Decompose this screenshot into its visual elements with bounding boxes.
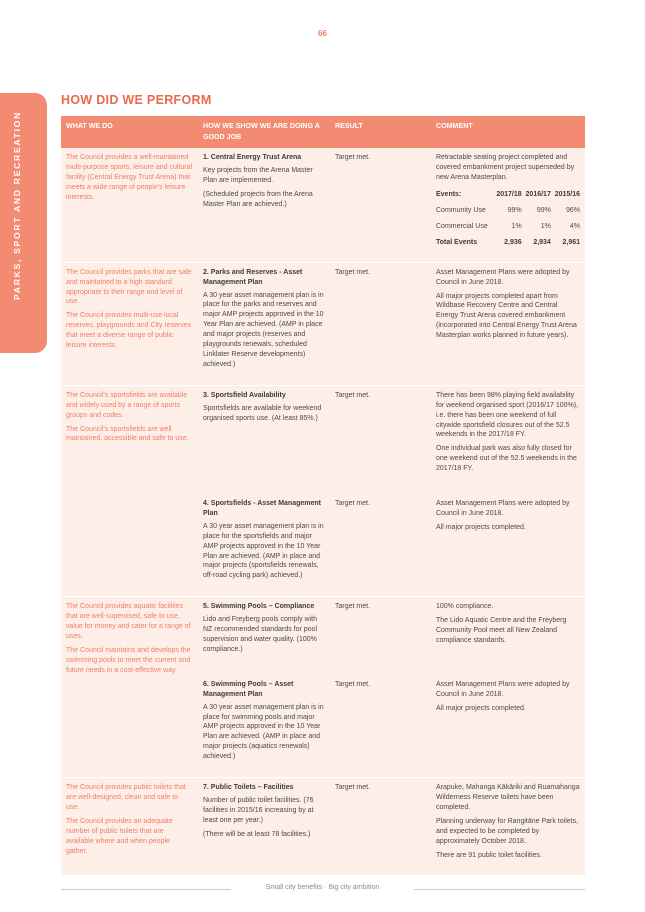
result-cell: Target met. [335,500,371,508]
table-header [61,116,585,148]
events-row [436,203,580,219]
events-row [436,219,580,235]
measure-title: 3. Sportsfield Availability [203,391,286,399]
what-we-do-text: The Council's sportsfields are well maintained, accessible and safe to use. [66,425,189,443]
comment-cell [431,263,585,379]
what-we-do-text: The Council provides an adequate number of public toilets that are available where and when people gather. [66,817,173,855]
comment-text: All major projects completed. [436,523,526,531]
comment-text: There are 91 public toilet facilities. [436,851,542,859]
events-year: 2015/16 [554,190,581,198]
events-year: 2017/18 [496,190,522,198]
measure-text: Number of public toilet facilities. (76 facilities in 2015/16 increasing by at least one per year.) [203,796,314,824]
comment-cell [431,675,585,771]
measures-group [198,597,585,777]
what-we-do-cell [61,778,198,875]
result-cell: Target met. [335,680,371,688]
table-row [61,778,585,876]
header-comment: COMMENT [436,122,473,130]
comment-cell [431,597,585,664]
measure-row [198,597,585,670]
result-cell: Target met. [335,784,371,792]
measure-cell [198,494,330,590]
what-we-do-cell [61,263,198,385]
events-table [436,187,580,251]
side-tab-label: PARKS, SPORT AND RECREATION [12,111,22,300]
comment-text: All major projects completed. [436,704,526,712]
comment-text: Asset Management Plans were adopted by Council in June 2018. [436,268,570,286]
events-value: 1% [511,222,522,230]
measure-cell [198,263,330,379]
events-value: 99% [507,206,522,214]
measure-text: A 30 year asset management plan is in place for the sportsfields and major AMP projects approved in the 10 Year Plan are achieved. (AMP in place and major projects (sportsfields renewals, off-road cycling park) achieved.) [203,522,324,580]
measure-title: 1. Central Energy Trust Arena [203,154,302,161]
measure-title: 5. Swimming Pools – Compliance [203,603,315,611]
events-value: 1% [540,222,551,230]
measures-group [198,386,585,597]
comment-text: 100% compliance. [436,603,494,611]
page-number: 66 [318,29,327,38]
measure-row [198,386,585,489]
comment-cell [431,386,585,483]
measure-text: Sportsfields are available for weekend organised sports use. (At least 85%.) [203,404,322,422]
header-what-we-do: WHAT WE DO [66,122,113,130]
events-label: Events: [436,190,462,198]
measure-cell [198,148,330,256]
measure-cell [198,675,330,771]
events-total-value: 2,934 [533,238,551,246]
comment-text: Asset Management Plans were adopted by Council in June 2018. [436,680,570,698]
measure-title: 6. Swimming Pools – Asset Management Plan [203,680,294,698]
measure-row [198,675,585,777]
measure-text: A 30 year asset management plan is in place for the parks and reserves and major AMP projects approved in the 10 Year Plan are achieved. (AMP in place and major projects (reserves and playgrounds renewals, scheduled Linklater Reserve developments) achieved.) [203,291,324,368]
header-result: RESULT [335,122,363,130]
events-year: 2016/17 [525,190,551,198]
performance-table [61,116,585,876]
table-row [61,597,585,778]
measure-cell [198,597,330,664]
measure-text: (There will be at least 78 facilities.) [203,830,311,838]
comment-text: Retractable seating project completed and covered embankment project superseded by new Arena Masterplan. [436,154,575,181]
comment-cell [431,778,585,869]
comment-cell [431,148,585,256]
header-how-we-show: HOW WE SHOW WE ARE DOING A GOOD JOB [203,122,320,141]
what-we-do-text: The Council provides a well-maintained multi-purpose sports, leisure and cultural facility (Central Energy Trust Arena) that meets a wide range of people's leisure interests. [66,154,193,201]
table-row [61,386,585,598]
footer-tagline: Small city benefits · Big city ambition [265,884,380,891]
measure-cell [198,778,330,869]
measure-title: 2. Parks and Reserves - Asset Management Plan [203,268,303,286]
result-cell: Target met. [335,268,371,276]
what-we-do-text: The Council's sportsfields are available and widely used by a range of sports groups and codes. [66,391,188,419]
measure-text: (Scheduled projects from the Arena Master Plan are achieved.) [203,190,313,208]
measure-row [198,494,585,596]
events-value: 4% [569,222,581,230]
measure-text: Lido and Freyberg pools comply with NZ recommended standards for pool supervision and water quality. (100% compliance.) [203,616,318,653]
events-total [436,235,580,251]
measure-text: A 30 year asset management plan is in place for swimming pools and major AMP projects approved in the 10 Year Plan are achieved. (AMP in place and major projects (aquatics renewals) achieved.) [203,703,324,761]
what-we-do-cell [61,386,198,597]
measures-group [198,148,585,262]
what-we-do-text: The Council maintains and develops the swimming pools to meet the current and future needs in a cost-effective way. [66,646,191,674]
section-heading: HOW DID WE PERFORM [61,93,212,107]
measures-group [198,263,585,385]
comment-text: The Lido Aquatic Centre and the Freyberg Community Pool meet all New Zealand compliance standards. [436,617,567,644]
measure-title: 4. Sportsfields - Asset Management Plan [203,500,321,517]
events-value: 96% [566,206,581,214]
result-cell: Target met. [335,391,371,399]
measure-text: Key projects from the Arena Master Plan are implemented. [203,166,313,184]
measure-row [198,263,585,385]
measure-title: 7. Public Toilets – Facilities [203,784,294,792]
measure-row [198,778,585,875]
events-value: 99% [536,206,551,214]
comment-text: All major projects completed apart from Wildbase Recovery Centre and Central Energy Trust Arena covered embankment (incorporated into Central Energy Trust Arena Masterplan works planned in future years). [436,292,577,340]
comment-text: Arapuke, Mahanga Kākāriki and Ruamahanga Wilderness Reserve toilets have been completed. [436,784,580,811]
what-we-do-text: The Council provides aquatic facilities that are well-supervised, safe to use, value for money and cater for a range of uses. [66,603,191,640]
what-we-do-text: The Council provides parks that are safe and maintained to a high standard appropriate to their range and level of use. [66,268,192,306]
table-row [61,263,585,386]
measure-row [198,148,585,262]
events-category: Community Use [436,206,486,214]
comment-text: There has been 98% playing field availability for weekend organised sport (2016/17 100%), i.e. there has been one weekend of full citywide sportsfield closures out of the 52.5 weekends in the 2017/18 FY. [436,391,579,439]
result-cell: Target met. [335,154,371,161]
events-category: Commercial Use [436,222,488,230]
comment-text: One individual park was also fully closed for one weekend out of the 52.5 weekends in the 2017/18 FY. [436,445,577,473]
events-header [436,187,580,203]
what-we-do-cell [61,597,198,777]
comment-text: Planning underway for Rangitāne Park toilets, and expected to be completed by approximately October 2018. [436,817,579,845]
measure-cell [198,386,330,483]
events-total-value: 2,936 [504,238,522,246]
comment-text: Asset Management Plans were adopted by Council in June 2018. [436,500,570,517]
what-we-do-text: The Council provides multi-use local reserves, playgrounds and City reserves that meet a diverse range of public leisure interests. [66,312,192,350]
what-we-do-cell [61,148,198,262]
side-tab [0,93,47,353]
table-row [61,148,585,263]
result-cell: Target met. [335,603,371,611]
what-we-do-text: The Council provides public toilets that are well-designed, clean and safe to use. [66,784,186,811]
table-body [61,148,585,876]
events-total-value: 2,961 [562,238,581,246]
comment-cell [431,494,585,590]
events-total-label: Total Events [436,238,478,246]
measures-group [198,778,585,875]
